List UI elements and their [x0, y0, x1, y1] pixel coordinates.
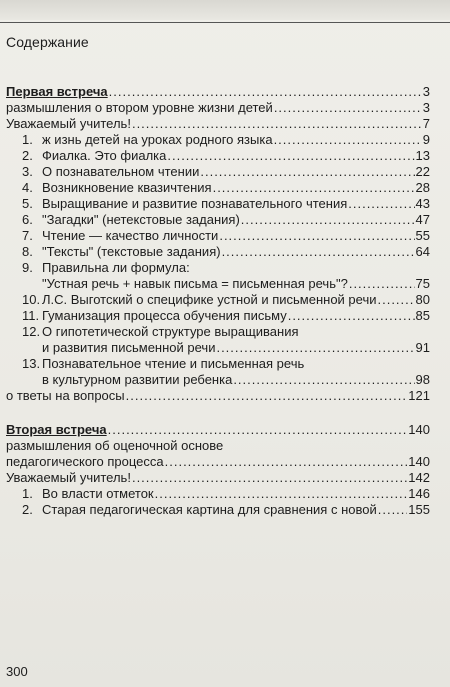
toc-entry-title	[6, 148, 166, 164]
dot-leader	[349, 276, 415, 292]
dot-leader	[348, 196, 414, 212]
toc-entry-number: 9.	[22, 260, 33, 275]
toc-entry[interactable]	[6, 260, 430, 276]
toc-entry[interactable]	[6, 422, 430, 438]
toc-entry-text: Чтение — качество личности	[42, 228, 219, 243]
toc-entry-title	[6, 100, 273, 116]
toc-page-number: 121	[408, 388, 430, 403]
toc-entry-text: Гуманизация процесса обучения письму	[42, 308, 287, 323]
dot-leader	[108, 422, 408, 438]
toc-entry-text: Во власти отметок	[42, 486, 154, 501]
table-of-contents	[6, 84, 430, 518]
toc-entry-text: Познавательное чтение и письменная речь	[42, 356, 305, 371]
dot-leader	[233, 372, 414, 388]
toc-entry-title	[6, 164, 199, 180]
toc-page-number: 155	[408, 502, 430, 517]
toc-page-number: 9	[422, 132, 430, 147]
toc-entry-text: Выращивание и развитие познавательного чтения	[42, 196, 348, 211]
toc-entry[interactable]	[6, 228, 430, 244]
toc-entry[interactable]	[6, 454, 430, 470]
toc-entry-title	[6, 212, 240, 228]
toc-entry-number: 6.	[22, 212, 33, 227]
toc-entry-text: "Устная речь + навык письма = письменная речь"?	[42, 276, 348, 291]
toc-entry-title	[6, 422, 107, 438]
toc-entry-text: Возникновение квазичтения	[42, 180, 212, 195]
toc-page-number: 85	[415, 308, 430, 323]
toc-entry-title	[6, 276, 348, 292]
toc-entry-title	[6, 292, 376, 308]
toc-entry-number: 2.	[22, 502, 33, 517]
toc-page-number: 55	[415, 228, 430, 243]
toc-entry-number: 12.	[22, 324, 41, 339]
toc-entry-title	[6, 356, 304, 372]
toc-entry[interactable]	[6, 196, 430, 212]
dot-leader	[200, 164, 414, 180]
toc-entry-title	[6, 180, 212, 196]
toc-entry-text: педагогического процесса	[6, 454, 164, 469]
toc-entry-title	[6, 470, 131, 486]
toc-entry-text: ж изнь детей на уроках родного языка	[42, 132, 273, 147]
toc-entry[interactable]	[6, 180, 430, 196]
toc-page-number: 140	[408, 454, 430, 469]
toc-entry[interactable]	[6, 164, 430, 180]
dot-leader	[165, 454, 408, 470]
toc-entry-title	[6, 454, 164, 470]
toc-entry-text: размышления о втором уровне жизни детей	[6, 100, 273, 115]
toc-entry[interactable]	[6, 388, 430, 404]
toc-entry-title	[6, 372, 232, 388]
toc-entry-title	[6, 388, 125, 404]
dot-leader	[213, 180, 415, 196]
toc-entry-title	[6, 438, 223, 454]
toc-entry[interactable]	[6, 486, 430, 502]
dot-leader	[377, 292, 414, 308]
dot-leader	[378, 502, 408, 518]
toc-entry-text: О гипотетической структуре выращивания	[42, 324, 299, 339]
toc-entry-number: 10.	[22, 292, 41, 307]
toc-entry-title	[6, 308, 287, 324]
toc-entry-number: 4.	[22, 180, 33, 195]
dot-leader	[274, 132, 422, 148]
dot-leader	[132, 116, 422, 132]
toc-entry-text: Правильна ли формула:	[42, 260, 190, 275]
dot-leader	[222, 244, 415, 260]
toc-entry-text: Вторая встреча	[6, 422, 107, 437]
toc-entry-text: Фиалка. Это фиалка	[42, 148, 167, 163]
toc-entry-title	[6, 502, 377, 518]
toc-page-number: 13	[415, 148, 430, 163]
toc-entry-title	[6, 84, 108, 100]
toc-entry-text: размышления об оценочной основе	[6, 438, 224, 453]
toc-entry-text: Старая педагогическая картина для сравнения с новой	[42, 502, 377, 517]
toc-entry[interactable]	[6, 502, 430, 518]
toc-page-number: 43	[415, 196, 430, 211]
toc-entry[interactable]	[6, 100, 430, 116]
toc-entry[interactable]	[6, 244, 430, 260]
toc-entry-text: О познавательном чтении	[42, 164, 200, 179]
dot-leader	[132, 470, 407, 486]
page-title: Содержание	[6, 34, 89, 50]
toc-entry-text: Л.С. Выготский о специфике устной и письменной речи	[42, 292, 377, 307]
toc-entry[interactable]	[6, 470, 430, 486]
dot-leader	[155, 486, 408, 502]
toc-entry-title	[6, 244, 221, 260]
toc-entry-number: 5.	[22, 196, 33, 211]
toc-entry[interactable]	[6, 292, 430, 308]
toc-entry-text: "Загадки" (нетекстовые задания)	[42, 212, 240, 227]
toc-entry-text: Уважаемый учитель!	[6, 116, 131, 131]
dot-leader	[126, 388, 408, 404]
toc-entry[interactable]	[6, 340, 430, 356]
toc-entry[interactable]	[6, 308, 430, 324]
toc-entry-title	[6, 116, 131, 132]
toc-entry-text: о тветы на вопросы	[6, 388, 125, 403]
toc-page-number: 3	[422, 84, 430, 99]
dot-leader	[274, 100, 422, 116]
dot-leader	[288, 308, 415, 324]
toc-entry-text: в культурном развитии ребенка	[42, 372, 233, 387]
toc-entry-text: Уважаемый учитель!	[6, 470, 131, 485]
toc-entry[interactable]	[6, 276, 430, 292]
toc-entry-number: 3.	[22, 164, 33, 179]
toc-page-number: 7	[422, 116, 430, 131]
toc-page-number: 80	[415, 292, 430, 307]
toc-page-number: 47	[415, 212, 430, 227]
page-header-band	[0, 0, 450, 20]
dot-leader	[241, 212, 415, 228]
toc-entry-text: Первая встреча	[6, 84, 108, 99]
toc-entry-text: "Тексты" (текстовые задания)	[42, 244, 221, 259]
toc-entry[interactable]	[6, 438, 430, 454]
toc-entry-number: 13.	[22, 356, 41, 371]
toc-entry[interactable]	[6, 84, 430, 100]
toc-entry-title	[6, 228, 218, 244]
toc-page-number: 142	[408, 470, 430, 485]
toc-entry-title	[6, 340, 215, 356]
toc-entry-number: 8.	[22, 244, 33, 259]
dot-leader	[216, 340, 414, 356]
toc-entry-title	[6, 196, 347, 212]
toc-entry-title	[6, 324, 299, 340]
page-number: 300	[6, 664, 28, 679]
toc-page-number: 98	[415, 372, 430, 387]
toc-entry[interactable]	[6, 372, 430, 388]
toc-page-number: 146	[408, 486, 430, 501]
toc-entry[interactable]	[6, 132, 430, 148]
toc-page-number: 3	[422, 100, 430, 115]
toc-entry-number: 7.	[22, 228, 33, 243]
dot-leader	[219, 228, 414, 244]
toc-entry[interactable]	[6, 116, 430, 132]
toc-page-number: 64	[415, 244, 430, 259]
toc-entry-title	[6, 132, 273, 148]
toc-entry-number: 2.	[22, 148, 33, 163]
toc-entry-number: 1.	[22, 486, 33, 501]
toc-entry-number: 11.	[22, 308, 40, 323]
dot-leader	[109, 84, 422, 100]
toc-entry-title	[6, 486, 154, 502]
toc-entry[interactable]	[6, 148, 430, 164]
toc-entry-title	[6, 260, 190, 276]
toc-gap	[6, 404, 430, 422]
header-divider	[0, 22, 450, 23]
toc-entry[interactable]	[6, 356, 430, 372]
toc-page-number: 22	[415, 164, 430, 179]
toc-page-number: 91	[415, 340, 430, 355]
toc-page-number: 140	[408, 422, 430, 437]
toc-entry[interactable]	[6, 324, 430, 340]
toc-page-number: 75	[415, 276, 430, 291]
toc-entry[interactable]	[6, 212, 430, 228]
toc-page-number: 28	[415, 180, 430, 195]
toc-entry-text: и развития письменной речи	[42, 340, 216, 355]
toc-entry-number: 1.	[22, 132, 33, 147]
dot-leader	[167, 148, 414, 164]
